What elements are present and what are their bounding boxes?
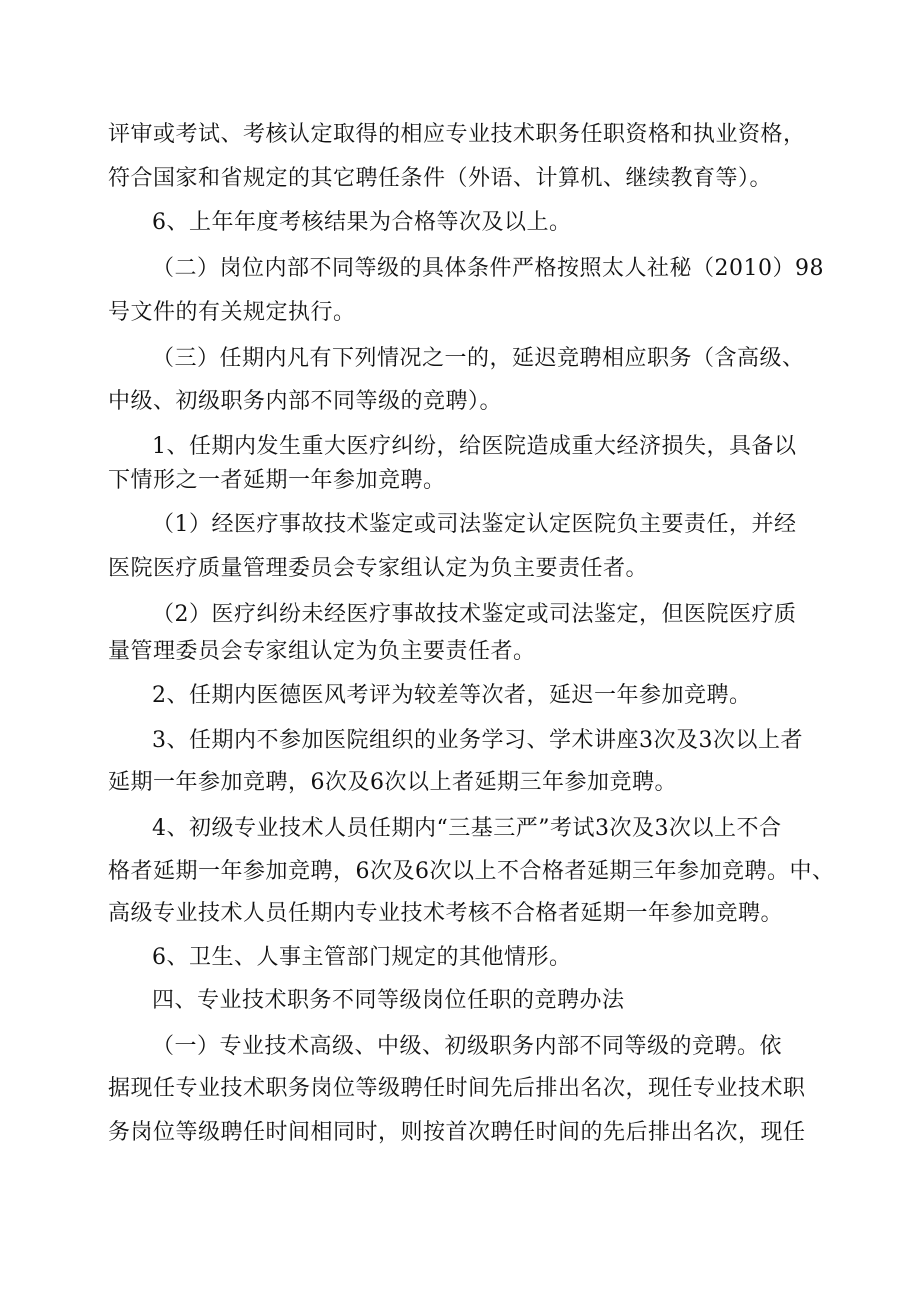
text-line: 量管理委员会专家组认定为负主要责任者。 bbox=[108, 639, 536, 664]
text-line: 2、任期内医德医风考评为较差等次者，延迟一年参加竞聘。 bbox=[152, 683, 752, 708]
text-line: 4、初级专业技术人员任期内“三基三严”考试3次及3次以上不合 bbox=[152, 816, 782, 841]
text-line: 1、任期内发生重大医疗纠纷，给医院造成重大经济损失，具备以 bbox=[152, 434, 797, 459]
text-line: （二）岗位内部不同等级的具体条件严格按照太人社秘（2010）98 bbox=[152, 256, 824, 281]
text-line: （一）专业技术高级、中级、初级职务内部不同等级的竞聘。依 bbox=[152, 1034, 783, 1059]
text-line: 符合国家和省规定的其它聘任条件（外语、计算机、继续教育等）。 bbox=[108, 166, 773, 191]
text-line: 格者延期一年参加竞聘，6次及6次以上不合格者延期三年参加竞聘。中、 bbox=[108, 859, 835, 884]
text-line: 6、卫生、人事主管部门规定的其他情形。 bbox=[152, 945, 572, 970]
text-line: （1）经医疗事故技术鉴定或司法鉴定认定医院负主要责任，并经 bbox=[152, 512, 797, 537]
text-line: 延期一年参加竞聘，6次及6次以上者延期三年参加竞聘。 bbox=[108, 770, 677, 795]
text-line: 3、任期内不参加医院组织的业务学习、学术讲座3次及3次以上者 bbox=[152, 728, 803, 753]
text-line: 据现任专业技术职务岗位等级聘任时间先后排出名次，现任专业技术职 bbox=[108, 1076, 806, 1101]
text-line: （2）医疗纠纷未经医疗事故技术鉴定或司法鉴定，但医院医疗质 bbox=[152, 602, 797, 627]
text-line: 评审或考试、考核认定取得的相应专业技术职务任职资格和执业资格， bbox=[108, 122, 806, 147]
text-line: 下情形之一者延期一年参加竞聘。 bbox=[108, 468, 446, 493]
text-line: 务岗位等级聘任时间相同时，则按首次聘任时间的先后排出名次，现任 bbox=[108, 1120, 806, 1145]
text-line: （三）任期内凡有下列情况之一的，延迟竞聘相应职务（含高级、 bbox=[152, 346, 805, 371]
text-line: 高级专业技术人员任期内专业技术考核不合格者延期一年参加竞聘。 bbox=[108, 901, 784, 926]
text-line: 号文件的有关规定执行。 bbox=[108, 300, 356, 325]
text-line: 中级、初级职务内部不同等级的竞聘）。 bbox=[108, 389, 503, 414]
text-line: 医院医疗质量管理委员会专家组认定为负主要责任者。 bbox=[108, 556, 649, 581]
text-line: 6、上年年度考核结果为合格等次及以上。 bbox=[152, 210, 572, 235]
section-heading: 四、专业技术职务不同等级岗位任职的竞聘办法 bbox=[152, 988, 625, 1013]
